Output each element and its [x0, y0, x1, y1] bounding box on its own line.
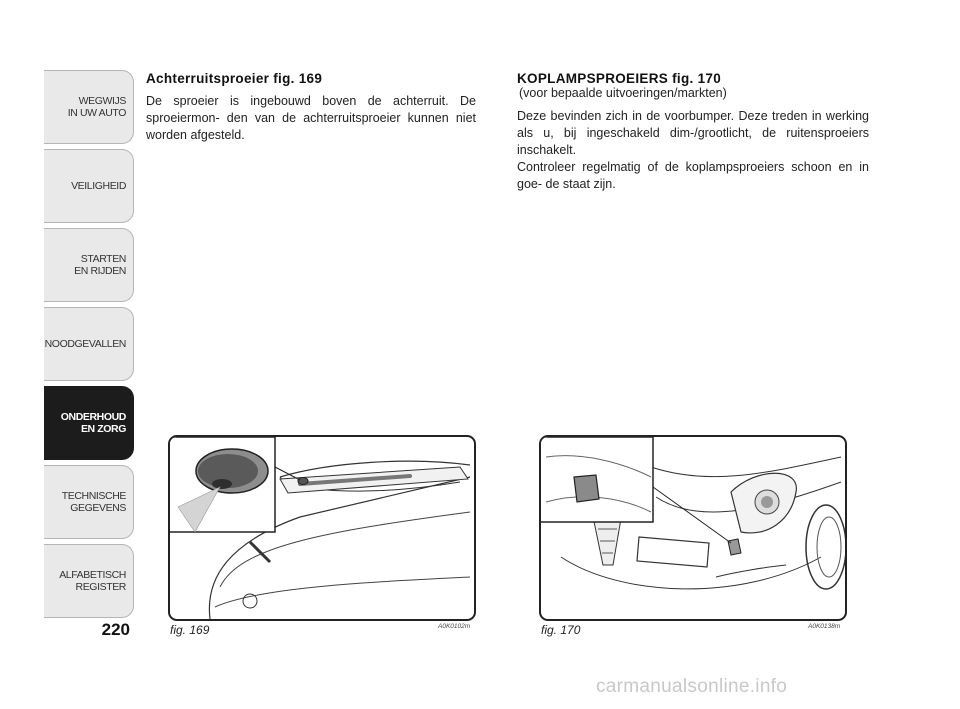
- tab-alfabetisch[interactable]: ALFABETISCH REGISTER: [44, 544, 134, 618]
- headlamp-washer-text-1: Deze bevinden zich in de voorbumper. Deze treden in werking als u, bij ingeschakeld dim-/grootlicht, de ruitensproeiers inschakelt.: [517, 109, 869, 157]
- tab-starten[interactable]: STARTEN EN RIJDEN: [44, 228, 134, 302]
- tab-wegwijs[interactable]: WEGWIJS IN UW AUTO: [44, 70, 134, 144]
- section-subtitle: (voor bepaalde uitvoeringen/markten): [519, 86, 727, 100]
- headlamp-washer-illustration: [541, 437, 845, 619]
- figure-170-caption: fig. 170: [541, 623, 581, 637]
- figure-169: [168, 435, 476, 621]
- section-title-headlamp-washers: KOPLAMPSPROEIERS fig. 170: [517, 71, 722, 86]
- tab-technische[interactable]: TECHNISCHE GEGEVENS: [44, 465, 134, 539]
- figure-169-code: A0K0102m: [438, 623, 471, 630]
- tab-veiligheid[interactable]: VEILIGHEID: [44, 149, 134, 223]
- rear-washer-text: De sproeier is ingebouwd boven de achterruit. De sproeiermon- den van de achterruitsproeier kunnen niet worden afgesteld.: [146, 94, 476, 142]
- figure-170-code: A0K0138m: [808, 623, 841, 630]
- rear-washer-illustration: [170, 437, 474, 619]
- figure-169-caption: fig. 169: [170, 623, 210, 637]
- tab-onderhoud[interactable]: ONDERHOUD EN ZORG: [44, 386, 134, 460]
- section-title-rear-washer: Achterruitsproeier fig. 169: [146, 71, 323, 86]
- watermark: carmanualsonline.info: [596, 676, 788, 697]
- figure-170: [539, 435, 847, 621]
- tab-noodgevallen[interactable]: NOODGEVALLEN: [44, 307, 134, 381]
- page-number: 220: [101, 620, 130, 639]
- headlamp-washer-text-2: Controleer regelmatig of de koplampsproeiers schoon en in goe- de staat zijn.: [517, 160, 869, 191]
